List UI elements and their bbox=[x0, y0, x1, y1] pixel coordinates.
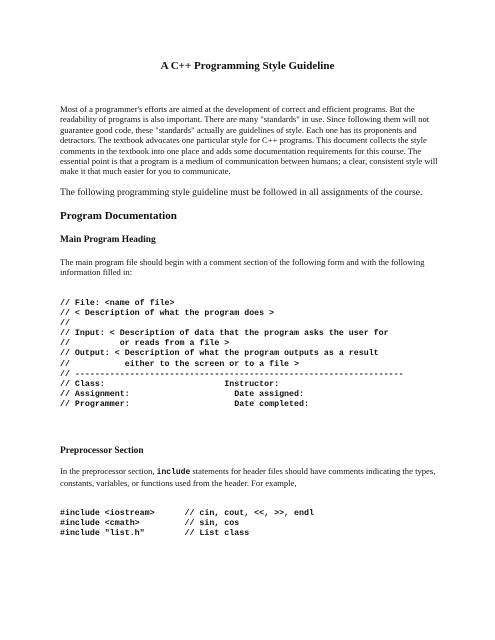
program-documentation-heading: Program Documentation bbox=[60, 210, 177, 222]
code-line: // bbox=[60, 319, 70, 329]
preprocessor-paragraph bbox=[60, 466, 440, 489]
code-line: // Output: < Description of what the program outputs as a result bbox=[60, 349, 379, 359]
code-line: // Programmer: Date completed: bbox=[60, 399, 309, 409]
code-line: // either to the screen or to a file > bbox=[60, 359, 299, 369]
code-line: // or reads from a file > bbox=[60, 339, 230, 349]
guideline-requirement-paragraph: The following programming style guideline must be followed in all assignments of the course. bbox=[60, 187, 423, 198]
code-line: // Input: < Description of data that the program asks the user for bbox=[60, 329, 389, 339]
preprocessor-section-subheading: Preprocessor Section bbox=[60, 446, 144, 456]
code-line: // Class: Instructor: bbox=[60, 379, 280, 389]
header-comment-code-block bbox=[60, 299, 404, 410]
include-keyword: include bbox=[156, 468, 191, 477]
code-line: // Assignment: Date assigned: bbox=[60, 389, 304, 399]
preprocessor-paragraph-end: statements for header files should have comments indicating the types, constants, variables, or functions used from the header. For example, bbox=[60, 466, 436, 489]
code-line: #include <iostream> // cin, cout, <<, >>, endl bbox=[60, 509, 314, 518]
code-line: #include <cmath> // sin, cos bbox=[60, 519, 240, 529]
intro-paragraph: Most of a programmer's efforts are aimed at the development of correct and efficient programs. But the readability of programs is also important. There are many "standards" in use. Since following them will not guarantee good code, these "standards" actually are guidelines of style. Each one has its proponents and detractors. The textbook advocates one particular style for C++ programs. This document collects the style comments in the textbook into one place and adds some documentation requirements for this course. The essential point is that a program is a medium of communication between humans; a clear, consistent style will make it that much easier for you to communicate. bbox=[60, 104, 438, 177]
code-line: #include "list.h" // List class bbox=[60, 529, 250, 539]
document-title: A C++ Programming Style Guideline bbox=[160, 60, 335, 72]
include-example-code-block bbox=[60, 509, 314, 539]
main-program-heading-paragraph: The main program file should begin with a comment section of the following form and with the following information filled in: bbox=[60, 257, 425, 278]
code-line: // File: <name of file> bbox=[60, 299, 175, 308]
code-line: // ------------------------------------------------------------------ bbox=[60, 369, 404, 379]
preprocessor-paragraph-start: In the preprocessor section, bbox=[60, 466, 157, 476]
main-program-heading-subheading: Main Program Heading bbox=[60, 235, 156, 245]
code-line: // < Description of what the program does > bbox=[60, 309, 275, 319]
